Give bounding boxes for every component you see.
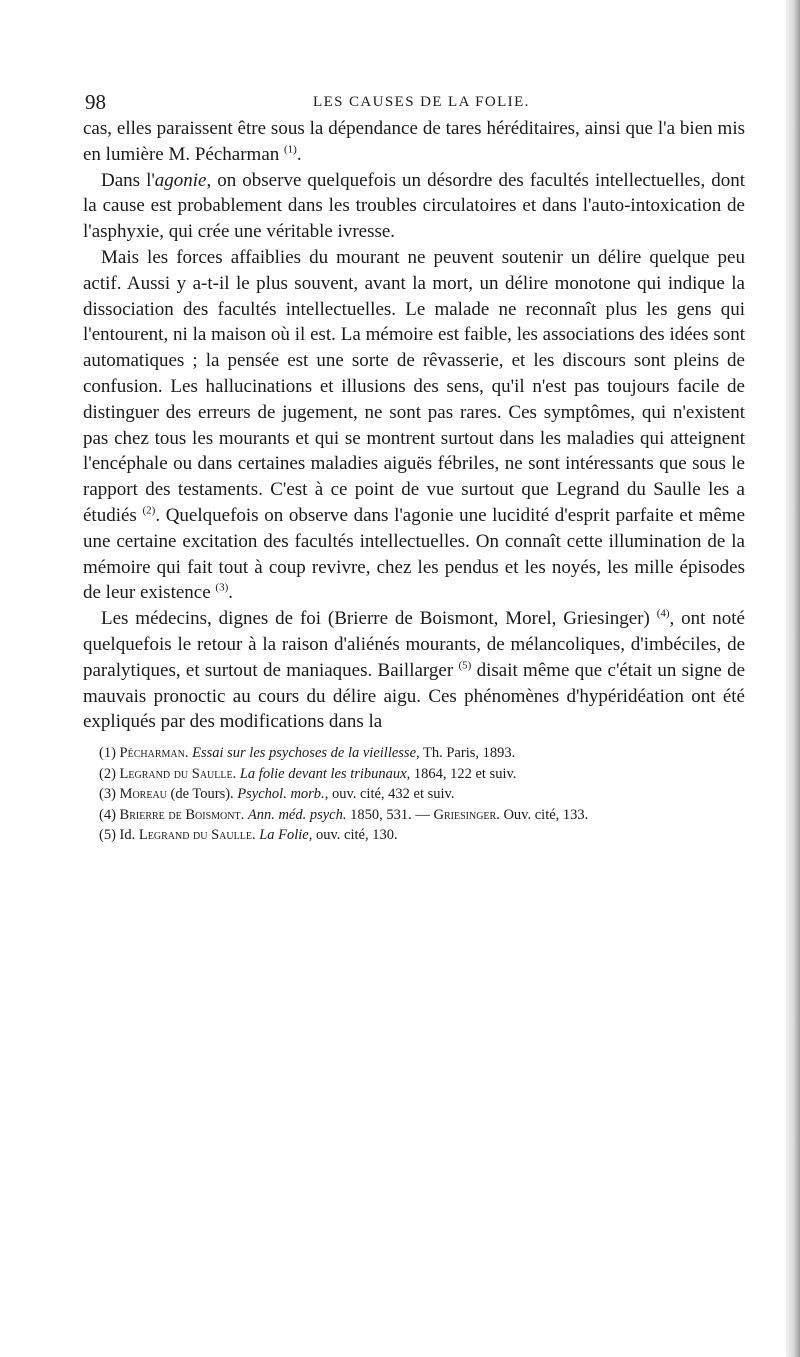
footnote-number: (4) (99, 806, 116, 823)
paragraph-4 (83, 606, 745, 735)
footnote-author: Brierre de Boismont (119, 806, 241, 823)
paragraph-text: disait même que c'était un signe de mauvais pronoctic au cours du délire aigu. Ces phénomènes d'hypéridéation ont été expliqués par des modifications dans la (83, 659, 746, 733)
paragraph-2 (83, 168, 745, 245)
footnote-5 (83, 825, 745, 846)
footnote-text: . (232, 765, 240, 782)
paragraph-text: Dans l' (101, 169, 155, 191)
footnote-1 (83, 743, 745, 764)
paragraph-text: . (296, 143, 302, 165)
paragraph-text: . (228, 582, 233, 604)
paragraph-1 (83, 116, 745, 168)
paragraph-text: cas, elles paraissent être sous la dépendance de tares héréditaires, ainsi que l'a bien mis en lumière M. Pécharman (83, 118, 745, 165)
footnote-text: Id. (119, 827, 139, 844)
running-title: LES CAUSES DE LA FOLIE. (313, 94, 530, 110)
paragraph-text: Les médecins, dignes de foi (Brierre de Boismont, Morel, Griesinger) (101, 608, 650, 630)
page-number: 98 (85, 90, 106, 114)
footnote-author: Legrand du Saulle (138, 827, 252, 844)
body-text (83, 116, 745, 735)
page-header (83, 86, 745, 116)
footnote-text: , 1864, 122 et suiv. (406, 765, 517, 782)
paragraph-text: , on observe quelquefois un désordre des facultés intellectuelles, dont la cause est probablement dans les troubles circulatoires et dans l'auto-intoxication de l'asphyxie, qui crée une véritable ivresse. (83, 169, 745, 243)
footnote-text: . (251, 827, 260, 844)
footnote-title: Psychol. morb. (237, 786, 325, 803)
footnote-text: . (184, 745, 193, 762)
footnote-4 (83, 805, 745, 826)
footnote-ref: (2) (142, 504, 156, 517)
footnote-author: Moreau (119, 786, 167, 803)
footnote-2 (83, 764, 745, 785)
footnote-title: La Folie (259, 827, 309, 844)
footnote-ref: (3) (215, 582, 229, 595)
footnote-author: Griesinger (433, 806, 497, 823)
footnotes (83, 743, 745, 846)
emphasis-term: agonie (154, 169, 207, 191)
footnote-number: (3) (99, 786, 116, 803)
footnote-text: 1850, 531. — (346, 806, 434, 823)
footnote-ref: (1) (284, 143, 297, 156)
footnote-text: , ouv. cité, 130. (308, 827, 398, 844)
footnote-number: (1) (99, 745, 116, 762)
footnote-text: , Th. Paris, 1893. (416, 745, 516, 762)
paragraph-text: , ont noté quelquefois le retour à la raison d'aliénés mourants, de mélancoliques, d'imbéciles, de paralytiques, et surtout de maniaques. Baillarger (83, 608, 745, 681)
paragraph-text: . Quelquefois on observe dans l'agonie une lucidité d'esprit parfaite et même une certaine excitation des facultés intellectuelles. On connaît cette illumination de la mémoire qui fait tout à coup revivre, chez les pendus et les noyés, les mille épisodes de leur existence (83, 504, 746, 604)
paragraph-3 (83, 245, 745, 606)
footnote-text: , ouv. cité, 432 et suiv. (324, 786, 455, 803)
footnote-title: Essai sur les psychoses de la vieillesse (192, 745, 417, 762)
footnote-author: Legrand du Saulle (119, 765, 233, 782)
paragraph-text: Mais les forces affaiblies du mourant ne peuvent soutenir un délire quelque peu actif. Aussi y a-t-il le plus souvent, avant la mort, un délire monotone qui indique la dissociation des facultés intellectuelles. Le malade ne reconnaît plus les gens qui l'entourent, ni la maison où il est. La mémoire est faible, les associations des idées sont automatiques ; la pensée est une sorte de rêvasserie, et les discours sont pleins de confusion. Les hallucinations et illusions des sens, qu'il n'est pas toujours facile de distinguer des erreurs de jugement, ne sont pas rares. Ces symptômes, qui n'existent pas chez tous les mourants et qui se montrent surtout dans les maladies qui atteignent l'encéphale ou dans certaines maladies aiguës fébriles, ne sont intéressants que sous le rapport des testaments. C'est à ce point de vue surtout que Legrand du Saulle les a étudiés (83, 246, 745, 526)
footnote-ref: (5) (458, 659, 472, 672)
footnote-text: . (240, 806, 248, 823)
footnote-title: Ann. méd. psych. (247, 806, 347, 823)
footnote-number: (2) (99, 765, 116, 782)
footnote-text: (de Tours). (166, 786, 238, 803)
footnote-author: Pécharman (119, 745, 185, 762)
footnote-ref: (4) (656, 607, 670, 620)
footnote-number: (5) (99, 827, 116, 844)
page-edge-shadow (786, 0, 800, 1357)
footnote-text: . Ouv. cité, 133. (496, 806, 589, 823)
book-page (83, 86, 745, 846)
footnote-3 (83, 784, 745, 805)
footnote-title: La folie devant les tribunaux (239, 765, 407, 782)
